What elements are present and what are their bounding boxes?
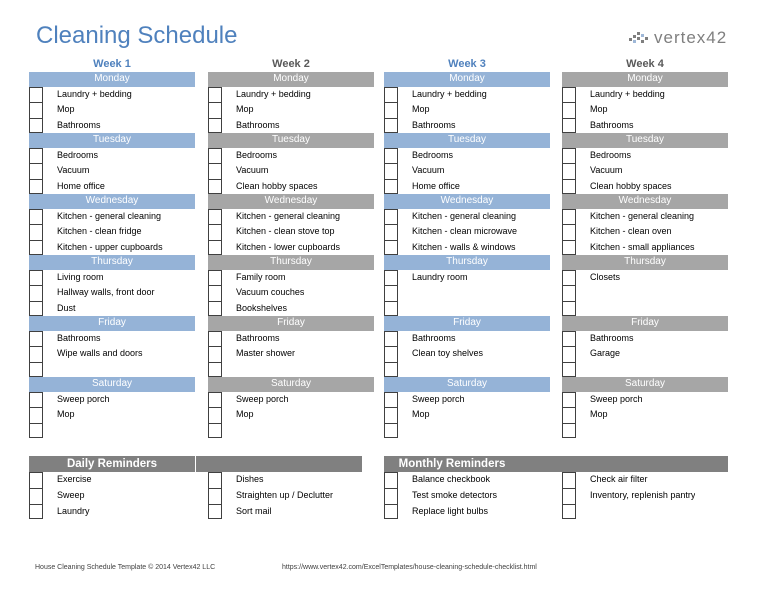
task-checkbox[interactable] bbox=[562, 407, 576, 423]
task-checkbox[interactable] bbox=[29, 87, 43, 103]
task-row bbox=[29, 179, 195, 195]
task-row bbox=[29, 163, 195, 179]
day-header-wednesday: Wednesday bbox=[562, 194, 728, 209]
task-label: Laundry + bedding bbox=[236, 88, 311, 99]
task-row bbox=[208, 148, 374, 164]
vertex42-logo-icon bbox=[628, 29, 650, 47]
task-checkbox[interactable] bbox=[208, 240, 222, 256]
task-checkbox[interactable] bbox=[29, 209, 43, 225]
task-row bbox=[29, 301, 195, 317]
reminder-checkbox[interactable] bbox=[384, 472, 398, 488]
reminder-label: Sort mail bbox=[236, 505, 272, 516]
reminder-row bbox=[562, 504, 732, 520]
task-label: Sweep porch bbox=[412, 393, 465, 404]
task-row bbox=[29, 346, 195, 362]
task-label: Mop bbox=[590, 409, 608, 419]
task-checkbox[interactable] bbox=[29, 392, 43, 408]
day-header-monday: Monday bbox=[562, 72, 728, 87]
task-row bbox=[208, 163, 374, 179]
task-checkbox[interactable] bbox=[29, 148, 43, 164]
task-checkbox[interactable] bbox=[29, 331, 43, 347]
daily-reminders-label: Daily Reminders bbox=[66, 458, 158, 470]
reminder-label: Exercise bbox=[57, 474, 92, 484]
day-header-saturday: Saturday bbox=[562, 377, 728, 392]
task-row bbox=[208, 331, 374, 347]
reminder-checkbox[interactable] bbox=[29, 504, 43, 520]
task-checkbox[interactable] bbox=[384, 346, 398, 362]
task-checkbox[interactable] bbox=[562, 331, 576, 347]
week-header: Week 3 bbox=[448, 58, 486, 70]
task-label: Kitchen - small appliances bbox=[590, 241, 695, 252]
task-label: Bathrooms bbox=[57, 119, 101, 130]
task-checkbox[interactable] bbox=[384, 240, 398, 256]
task-checkbox[interactable] bbox=[208, 163, 222, 179]
task-row bbox=[208, 285, 374, 301]
task-row bbox=[562, 301, 728, 317]
task-row bbox=[208, 407, 374, 423]
reminder-row bbox=[29, 472, 199, 488]
task-label: Home office bbox=[412, 180, 460, 191]
task-checkbox[interactable] bbox=[384, 423, 398, 439]
task-checkbox[interactable] bbox=[562, 148, 576, 164]
task-row bbox=[29, 224, 195, 240]
task-row bbox=[562, 362, 728, 378]
reminder-row bbox=[208, 504, 378, 520]
reminder-checkbox[interactable] bbox=[208, 488, 222, 504]
monthly-reminders-header bbox=[384, 456, 728, 472]
reminder-row bbox=[384, 504, 554, 520]
task-checkbox[interactable] bbox=[384, 270, 398, 286]
task-checkbox[interactable] bbox=[208, 407, 222, 423]
task-row bbox=[29, 270, 195, 286]
task-checkbox[interactable] bbox=[384, 301, 398, 317]
task-label: Kitchen - walls & windows bbox=[412, 241, 516, 252]
task-checkbox[interactable] bbox=[562, 87, 576, 103]
day-header-thursday: Thursday bbox=[29, 255, 195, 270]
task-checkbox[interactable] bbox=[562, 301, 576, 317]
day-header-friday: Friday bbox=[29, 316, 195, 331]
task-row bbox=[208, 102, 374, 118]
task-row bbox=[208, 118, 374, 134]
reminder-label: Balance checkbook bbox=[412, 474, 491, 484]
task-row bbox=[29, 285, 195, 301]
day-header-tuesday: Tuesday bbox=[384, 133, 550, 148]
day-header-friday: Friday bbox=[562, 316, 728, 331]
task-row bbox=[562, 148, 728, 164]
task-row bbox=[384, 102, 550, 118]
reminder-label: Replace light bulbs bbox=[412, 505, 489, 516]
task-checkbox[interactable] bbox=[208, 392, 222, 408]
task-checkbox[interactable] bbox=[29, 285, 43, 301]
task-checkbox[interactable] bbox=[208, 423, 222, 439]
task-checkbox[interactable] bbox=[208, 301, 222, 317]
task-checkbox[interactable] bbox=[384, 209, 398, 225]
task-label bbox=[398, 362, 412, 378]
reminder-row bbox=[208, 488, 378, 504]
task-row bbox=[562, 163, 728, 179]
task-label: Kitchen - general cleaning bbox=[236, 210, 341, 221]
task-checkbox[interactable] bbox=[29, 163, 43, 179]
task-label: Bathrooms bbox=[236, 332, 280, 343]
task-label: Vacuum bbox=[412, 165, 445, 175]
task-label bbox=[576, 301, 590, 317]
reminder-row bbox=[562, 488, 732, 504]
task-row bbox=[208, 423, 374, 439]
daily-reminders-header bbox=[29, 456, 362, 472]
reminder-row bbox=[29, 504, 199, 520]
task-label: Master shower bbox=[236, 348, 296, 358]
week-2-column bbox=[208, 57, 374, 438]
task-row bbox=[384, 163, 550, 179]
task-row bbox=[384, 240, 550, 256]
task-row bbox=[29, 423, 195, 439]
task-row bbox=[562, 285, 728, 301]
task-label bbox=[576, 423, 590, 439]
task-checkbox[interactable] bbox=[384, 407, 398, 423]
task-row bbox=[29, 331, 195, 347]
monthly-reminders-col-2 bbox=[562, 472, 732, 519]
day-header-saturday: Saturday bbox=[208, 377, 374, 392]
task-label bbox=[576, 362, 590, 378]
task-row bbox=[562, 87, 728, 103]
task-checkbox[interactable] bbox=[562, 209, 576, 225]
task-row bbox=[29, 118, 195, 134]
task-label: Kitchen - clean fridge bbox=[57, 226, 142, 236]
task-label: Kitchen - general cleaning bbox=[57, 210, 162, 221]
task-label bbox=[222, 362, 236, 378]
task-label: Bedrooms bbox=[57, 149, 99, 160]
task-label: Bookshelves bbox=[236, 302, 288, 313]
task-checkbox[interactable] bbox=[208, 331, 222, 347]
vertex42-logo bbox=[628, 26, 727, 50]
task-checkbox[interactable] bbox=[208, 87, 222, 103]
task-row bbox=[562, 392, 728, 408]
task-checkbox[interactable] bbox=[384, 362, 398, 378]
footer-copyright: House Cleaning Schedule Template © 2014 Vertex42 LLC bbox=[35, 564, 216, 571]
week-1-column bbox=[29, 57, 195, 438]
task-checkbox[interactable] bbox=[29, 102, 43, 118]
task-checkbox[interactable] bbox=[562, 179, 576, 195]
task-row bbox=[29, 102, 195, 118]
task-label: Vacuum couches bbox=[236, 287, 305, 297]
week-header: Week 4 bbox=[626, 58, 664, 70]
reminder-row bbox=[384, 488, 554, 504]
task-row bbox=[29, 392, 195, 408]
task-row bbox=[208, 209, 374, 225]
task-checkbox[interactable] bbox=[384, 102, 398, 118]
task-label: Mop bbox=[236, 409, 254, 419]
task-checkbox[interactable] bbox=[562, 346, 576, 362]
task-label bbox=[576, 285, 590, 301]
task-checkbox[interactable] bbox=[562, 285, 576, 301]
task-label: Kitchen - general cleaning bbox=[412, 210, 517, 221]
task-row bbox=[562, 346, 728, 362]
reminder-label: Test smoke detectors bbox=[412, 489, 498, 500]
footer-url[interactable]: https://www.vertex42.com/ExcelTemplates/house-cleaning-schedule-checklist.html bbox=[282, 564, 537, 571]
task-checkbox[interactable] bbox=[29, 224, 43, 240]
task-checkbox[interactable] bbox=[208, 118, 222, 134]
task-row bbox=[29, 362, 195, 378]
task-row bbox=[384, 301, 550, 317]
task-row bbox=[562, 118, 728, 134]
task-checkbox[interactable] bbox=[562, 163, 576, 179]
task-checkbox[interactable] bbox=[29, 423, 43, 439]
task-label bbox=[43, 362, 57, 378]
task-checkbox[interactable] bbox=[562, 224, 576, 240]
task-checkbox[interactable] bbox=[562, 270, 576, 286]
task-checkbox[interactable] bbox=[562, 423, 576, 439]
task-row bbox=[562, 423, 728, 439]
task-row bbox=[208, 301, 374, 317]
reminder-checkbox[interactable] bbox=[29, 472, 43, 488]
reminder-label: Laundry bbox=[57, 505, 90, 516]
reminder-checkbox[interactable] bbox=[562, 488, 576, 504]
task-checkbox[interactable] bbox=[384, 224, 398, 240]
task-label: Mop bbox=[590, 104, 608, 114]
week-4-column bbox=[562, 57, 728, 438]
reminder-row bbox=[208, 472, 378, 488]
week-header: Week 2 bbox=[272, 58, 310, 70]
task-label: Mop bbox=[412, 104, 430, 114]
task-row bbox=[384, 179, 550, 195]
task-label: Bedrooms bbox=[590, 149, 632, 160]
task-row bbox=[29, 240, 195, 256]
reminder-checkbox[interactable] bbox=[384, 504, 398, 520]
task-label: Laundry + bedding bbox=[590, 88, 665, 99]
task-label: Laundry room bbox=[412, 271, 468, 282]
task-row bbox=[562, 240, 728, 256]
task-row bbox=[384, 224, 550, 240]
task-checkbox[interactable] bbox=[208, 362, 222, 378]
day-header-monday: Monday bbox=[384, 72, 550, 87]
task-label: Kitchen - clean stove top bbox=[236, 226, 335, 236]
task-row bbox=[562, 179, 728, 195]
reminder-checkbox[interactable] bbox=[208, 472, 222, 488]
task-row bbox=[208, 179, 374, 195]
task-row bbox=[208, 346, 374, 362]
task-checkbox[interactable] bbox=[208, 224, 222, 240]
task-label: Sweep porch bbox=[236, 393, 289, 404]
task-row bbox=[562, 209, 728, 225]
task-row bbox=[384, 423, 550, 439]
task-row bbox=[562, 270, 728, 286]
reminder-label: Dishes bbox=[236, 474, 264, 484]
task-label: Bathrooms bbox=[590, 119, 634, 130]
task-label: Mop bbox=[57, 409, 75, 419]
reminder-label: Inventory, replenish pantry bbox=[590, 489, 696, 500]
task-row bbox=[384, 148, 550, 164]
task-row bbox=[384, 362, 550, 378]
header-divider bbox=[195, 456, 196, 472]
task-label bbox=[398, 301, 412, 317]
day-header-friday: Friday bbox=[384, 316, 550, 331]
task-checkbox[interactable] bbox=[384, 148, 398, 164]
task-row bbox=[208, 270, 374, 286]
reminder-row bbox=[384, 472, 554, 488]
task-checkbox[interactable] bbox=[384, 392, 398, 408]
task-label: Kitchen - lower cupboards bbox=[236, 241, 341, 252]
task-label: Hallway walls, front door bbox=[57, 287, 155, 297]
day-header-saturday: Saturday bbox=[29, 377, 195, 392]
task-checkbox[interactable] bbox=[562, 240, 576, 256]
task-row bbox=[384, 87, 550, 103]
day-header-thursday: Thursday bbox=[208, 255, 374, 270]
day-header-saturday: Saturday bbox=[384, 377, 550, 392]
task-row bbox=[208, 362, 374, 378]
reminder-checkbox[interactable] bbox=[562, 504, 576, 520]
task-checkbox[interactable] bbox=[208, 102, 222, 118]
task-label: Garage bbox=[590, 348, 621, 358]
task-label: Sweep porch bbox=[590, 393, 643, 404]
monthly-reminders-col-1 bbox=[384, 472, 554, 519]
task-checkbox[interactable] bbox=[29, 362, 43, 378]
task-label: Mop bbox=[57, 104, 75, 114]
task-row bbox=[29, 87, 195, 103]
task-checkbox[interactable] bbox=[29, 118, 43, 134]
daily-reminders-col-1 bbox=[29, 472, 199, 519]
task-label: Bathrooms bbox=[590, 332, 634, 343]
task-row bbox=[562, 407, 728, 423]
task-row bbox=[384, 118, 550, 134]
day-header-tuesday: Tuesday bbox=[29, 133, 195, 148]
task-label: Bathrooms bbox=[236, 119, 280, 130]
task-checkbox[interactable] bbox=[29, 270, 43, 286]
task-checkbox[interactable] bbox=[208, 285, 222, 301]
task-label: Vacuum bbox=[236, 165, 269, 175]
task-row bbox=[384, 331, 550, 347]
task-checkbox[interactable] bbox=[384, 87, 398, 103]
day-header-thursday: Thursday bbox=[384, 255, 550, 270]
vertex42-logo-text: vertex42 bbox=[654, 28, 728, 47]
day-header-monday: Monday bbox=[29, 72, 195, 87]
task-label: Sweep porch bbox=[57, 393, 110, 404]
task-label: Kitchen - clean oven bbox=[590, 226, 672, 236]
task-label: Clean toy shelves bbox=[412, 348, 484, 358]
task-label: Laundry + bedding bbox=[57, 88, 132, 99]
task-checkbox[interactable] bbox=[29, 407, 43, 423]
reminder-label: Check air filter bbox=[590, 474, 648, 484]
task-label: Family room bbox=[236, 271, 286, 282]
task-row bbox=[562, 331, 728, 347]
reminder-row bbox=[562, 472, 732, 488]
task-checkbox[interactable] bbox=[384, 285, 398, 301]
day-header-monday: Monday bbox=[208, 72, 374, 87]
task-row bbox=[384, 392, 550, 408]
task-label: Bedrooms bbox=[412, 149, 454, 160]
task-row bbox=[208, 87, 374, 103]
task-checkbox[interactable] bbox=[208, 270, 222, 286]
task-label: Mop bbox=[236, 104, 254, 114]
task-checkbox[interactable] bbox=[384, 118, 398, 134]
task-checkbox[interactable] bbox=[29, 240, 43, 256]
task-label: Wipe walls and doors bbox=[57, 348, 143, 358]
reminder-row bbox=[29, 488, 199, 504]
day-header-thursday: Thursday bbox=[562, 255, 728, 270]
week-header: Week 1 bbox=[93, 58, 131, 70]
task-checkbox[interactable] bbox=[208, 179, 222, 195]
day-header-tuesday: Tuesday bbox=[208, 133, 374, 148]
task-label: Closets bbox=[590, 271, 621, 282]
reminder-label: Sweep bbox=[57, 489, 85, 500]
task-checkbox[interactable] bbox=[29, 301, 43, 317]
reminder-label: Straighten up / Declutter bbox=[236, 489, 334, 500]
task-row bbox=[208, 240, 374, 256]
task-row bbox=[29, 407, 195, 423]
task-label: Bathrooms bbox=[412, 332, 456, 343]
task-row bbox=[384, 346, 550, 362]
day-header-tuesday: Tuesday bbox=[562, 133, 728, 148]
reminder-checkbox[interactable] bbox=[208, 504, 222, 520]
reminder-checkbox[interactable] bbox=[562, 472, 576, 488]
task-label: Vacuum bbox=[57, 165, 90, 175]
task-label: Clean hobby spaces bbox=[236, 180, 318, 191]
task-checkbox[interactable] bbox=[29, 179, 43, 195]
task-checkbox[interactable] bbox=[208, 209, 222, 225]
task-label: Dust bbox=[57, 302, 76, 313]
task-checkbox[interactable] bbox=[384, 179, 398, 195]
task-row bbox=[208, 224, 374, 240]
day-header-wednesday: Wednesday bbox=[384, 194, 550, 209]
monthly-reminders-label: Monthly Reminders bbox=[398, 458, 506, 470]
task-checkbox[interactable] bbox=[29, 346, 43, 362]
task-label: Bathrooms bbox=[412, 119, 456, 130]
task-label: Home office bbox=[57, 180, 105, 191]
week-3-column bbox=[384, 57, 550, 438]
task-label: Vacuum bbox=[590, 165, 623, 175]
task-row bbox=[384, 285, 550, 301]
task-row bbox=[384, 209, 550, 225]
page-title: Cleaning Schedule bbox=[36, 22, 238, 49]
task-label bbox=[222, 423, 236, 439]
task-label: Laundry + bedding bbox=[412, 88, 487, 99]
daily-reminders-col-2 bbox=[208, 472, 378, 519]
reminder-checkbox[interactable] bbox=[29, 488, 43, 504]
task-label: Kitchen - general cleaning bbox=[590, 210, 695, 221]
task-label: Mop bbox=[412, 409, 430, 419]
task-label: Kitchen - upper cupboards bbox=[57, 241, 163, 252]
reminder-label bbox=[576, 504, 590, 520]
task-label: Living room bbox=[57, 271, 104, 282]
task-label: Bathrooms bbox=[57, 332, 101, 343]
task-row bbox=[384, 270, 550, 286]
day-header-friday: Friday bbox=[208, 316, 374, 331]
task-checkbox[interactable] bbox=[562, 362, 576, 378]
task-row bbox=[562, 102, 728, 118]
task-label bbox=[398, 423, 412, 439]
task-checkbox[interactable] bbox=[208, 148, 222, 164]
task-label: Kitchen - clean microwave bbox=[412, 226, 518, 236]
task-label: Clean hobby spaces bbox=[590, 180, 672, 191]
task-checkbox[interactable] bbox=[384, 331, 398, 347]
task-row bbox=[384, 407, 550, 423]
task-label bbox=[43, 423, 57, 439]
task-row bbox=[29, 148, 195, 164]
task-checkbox[interactable] bbox=[562, 102, 576, 118]
task-label bbox=[398, 285, 412, 301]
task-checkbox[interactable] bbox=[562, 392, 576, 408]
task-checkbox[interactable] bbox=[384, 163, 398, 179]
task-row bbox=[29, 209, 195, 225]
reminder-checkbox[interactable] bbox=[384, 488, 398, 504]
task-row bbox=[208, 392, 374, 408]
task-row bbox=[562, 224, 728, 240]
day-header-wednesday: Wednesday bbox=[208, 194, 374, 209]
task-label: Bedrooms bbox=[236, 149, 278, 160]
day-header-wednesday: Wednesday bbox=[29, 194, 195, 209]
task-checkbox[interactable] bbox=[562, 118, 576, 134]
task-checkbox[interactable] bbox=[208, 346, 222, 362]
